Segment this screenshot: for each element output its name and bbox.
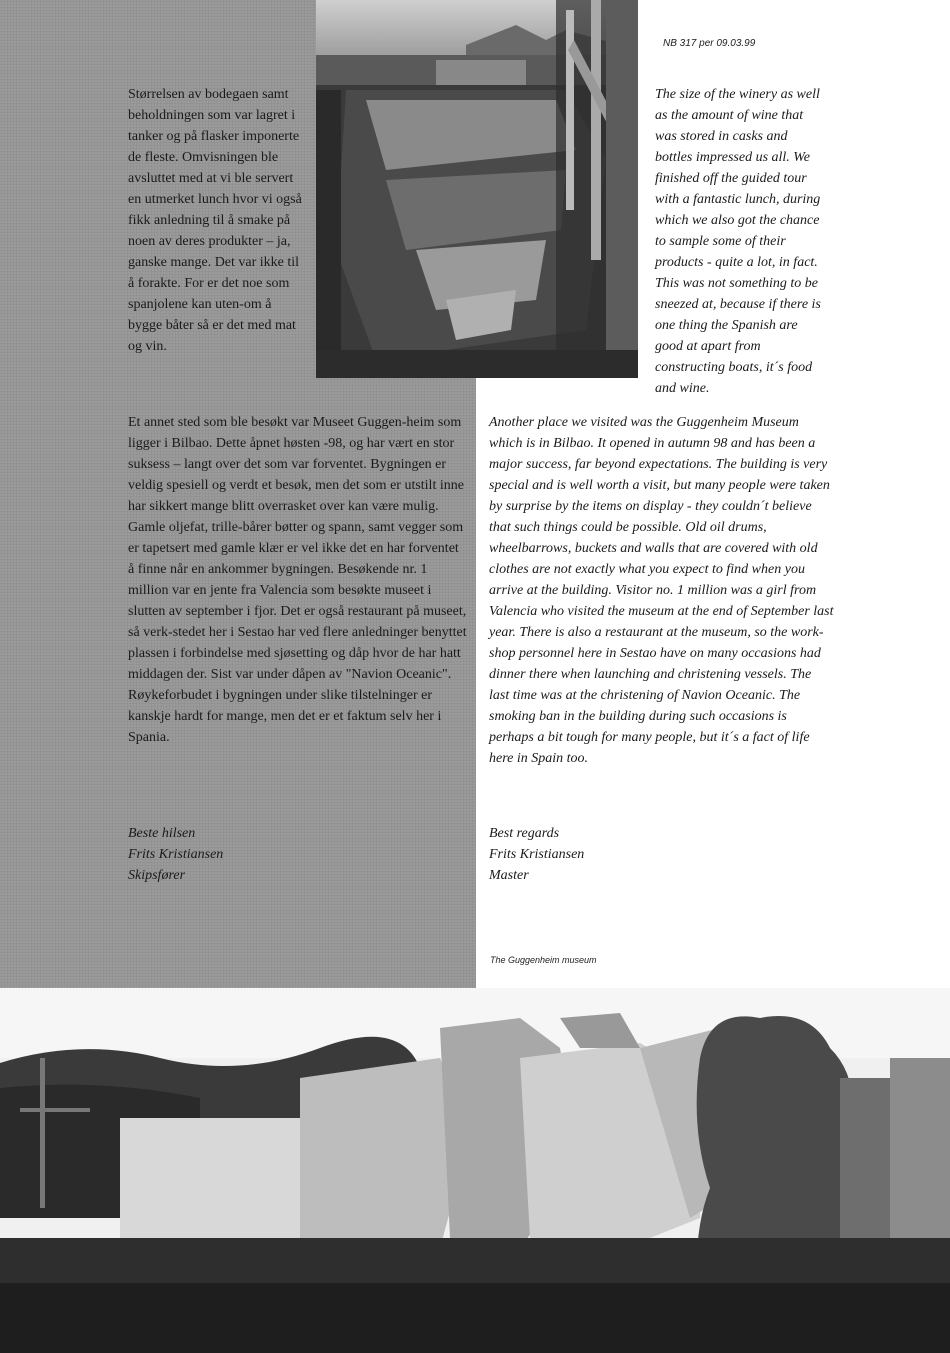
- english-body-text: Another place we visited was the Guggenheim Museum which is in Bilbao. It opened in autumn 98 and has been a major success, far beyond expectations. The building is very special and is well worth a visit, but many people were taken by surprise by the items on display - they couldn´t believe that such things could be possible. Old oil drums, wheelbarrows, buckets and walls that are covered with old clothes are not exactly what you expect to find when you arrive at the building. Visitor no. 1 million was a girl from Valencia who visited the museum at the end of September last year. There is also a restaurant at the museum, so the work-shop personnel here in Sestao have on many occasions had dinner there when launching and christening vessels. The last time was at the christening of Navion Oceanic. The smoking ban in the building during such occasions is perhaps a bit tough for many people, but it´s a fact of life here in Spain too.: [489, 415, 834, 766]
- norwegian-intro-text: Størrelsen av bodegaen samt beholdningen som var lagret i tanker og på flasker imponerte de fleste. Omvisningen ble avsluttet med at vi ble servert en utmerket lunch hvor vi også fikk anledning til å smake på noen av deres produkter – ja, ganske mange. Det var ikke til å forakte. For er det noe som spanjolene kan uten-om å bygge båter så er det med mat og vin.: [128, 87, 302, 354]
- signature-title: Skipsfører: [128, 868, 186, 883]
- document-reference: NB 317 per 09.03.99: [663, 38, 756, 49]
- signature-greeting: Beste hilsen: [128, 826, 196, 841]
- english-intro-text: The size of the winery as well as the amount of wine that was stored in casks and bottles impressed us all. We finished off the guided tour with a fantastic lunch, during which we also got the chance to sample some of their products - quite a lot, in fact. This was not something to be sneezed at, because if there is one thing the Spanish are good at apart from constructing boats, it´s food and wine.: [655, 87, 821, 396]
- english-signature: [489, 823, 584, 886]
- museum-photo-caption: The Guggenheim museum: [490, 955, 597, 965]
- signature-greeting: Best regards: [489, 826, 560, 841]
- shipyard-photo: [316, 0, 638, 378]
- signature-name: Frits Kristiansen: [128, 847, 224, 862]
- norwegian-body-text: Et annet sted som ble besøkt var Museet Guggen-heim som ligger i Bilbao. Dette åpnet høsten -98, og har vært en stor suksess – langt over det som var forventet. Bygningen er veldig spesiell og verdt et besøk, men det som er utstilt inne har sikkert mange blitt overrasket over kan være mulig. Gamle oljefat, trille-bårer bøtter og spann, samt vegger som er tapetsert med gamle klær er vel ikke det en har forventet å finne når en ankommer bygningen. Besøkende nr. 1 million var en jente fra Valencia som besøkte museet i slutten av september i fjor. Det er også restaurant på museet, så verk-stedet her i Sestao har ved flere anledninger benyttet plassen i forbindelse med sjøsetting og dåp hvor de har hatt middagen der. Sist var under dåpen av "Navion Oceanic". Røykeforbudet i bygningen under slike tilstelninger er kanskje hardt for mange, men det er et faktum selv her i Spania.: [128, 415, 467, 745]
- signature-title: Master: [489, 868, 529, 883]
- guggenheim-photo: [0, 988, 950, 1353]
- signature-name: Frits Kristiansen: [489, 847, 585, 862]
- norwegian-signature: [128, 823, 223, 886]
